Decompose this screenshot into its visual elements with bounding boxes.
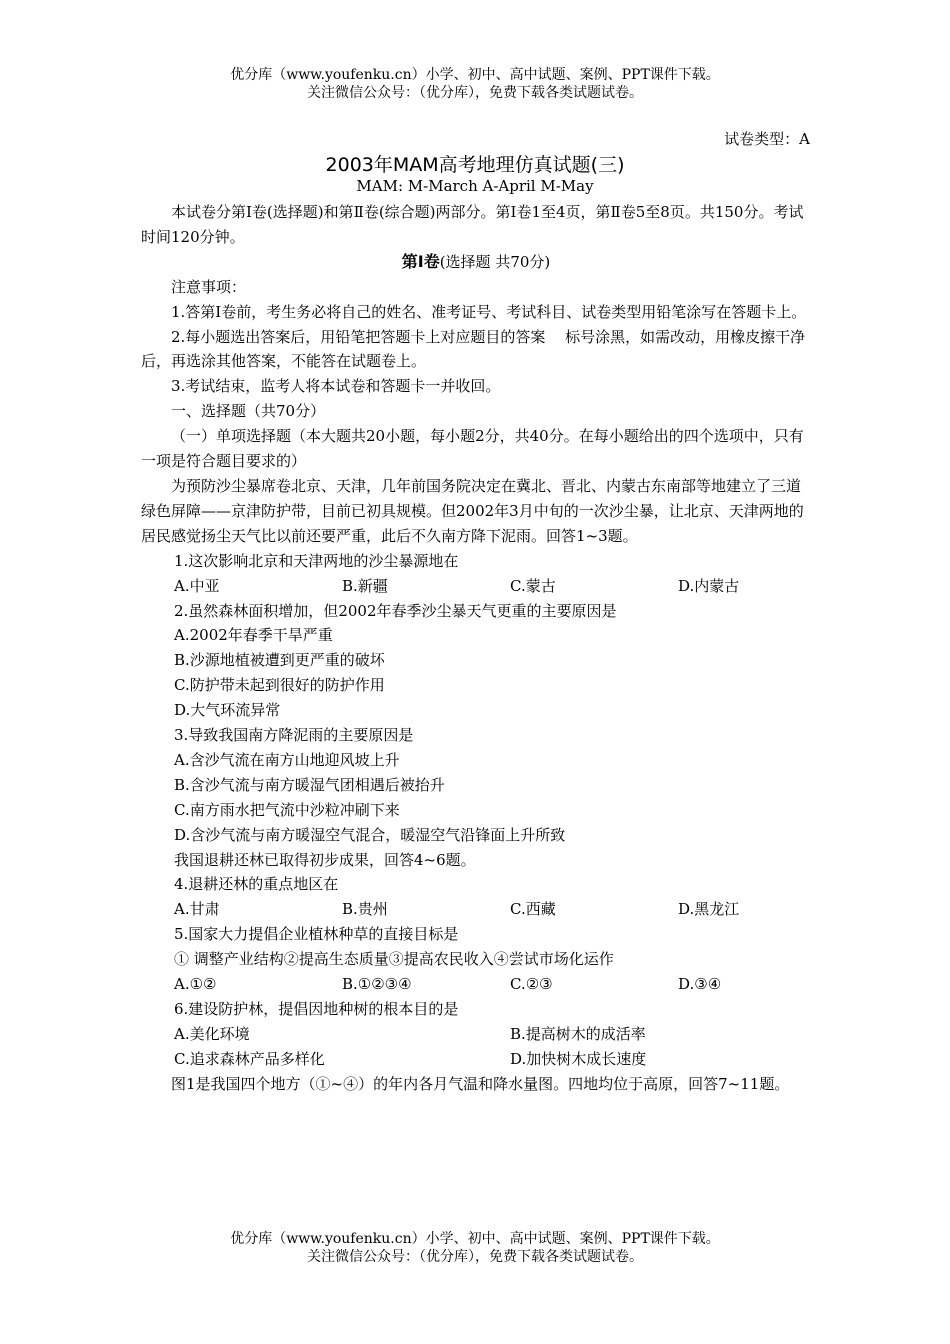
notice-item: 3.考试结束，监考人将本试卷和答题卡一并收回。 <box>171 377 501 396</box>
option: A.2002年春季干旱严重 <box>174 626 333 645</box>
notice-title: 注意事项： <box>171 277 247 296</box>
question-2-stem: 2.虽然森林面积增加，但2002年春季沙尘暴天气更重的主要原因是 <box>174 601 617 620</box>
option: C.追求森林产品多样化 <box>174 1049 325 1068</box>
section-heading-bold: 第Ⅰ卷 <box>401 251 440 271</box>
intro-paragraph: 本试卷分第Ⅰ卷(选择题)和第Ⅱ卷(综合题)两部分。第Ⅰ卷1至4页，第Ⅱ卷5至8页。共150分。考试时间120分钟。 <box>141 203 804 246</box>
option: A.美化环境 <box>174 1024 250 1043</box>
question-3-stem: 3.导致我国南方降泥雨的主要原因是 <box>174 726 414 745</box>
question-5-items: ① 调整产业结构②提高生态质量③提高农民收入④尝试市场化运作 <box>174 950 614 969</box>
option: A.含沙气流在南方山地迎风坡上升 <box>174 750 400 769</box>
paper-type: 试卷类型：A <box>724 130 810 148</box>
page-header <box>0 66 950 102</box>
question-6-options-row-1 <box>141 1022 811 1047</box>
footer-line-1: 优分库（www.youfenku.cn）小学、初中、高中试题、案例、PPT课件下载。 <box>230 1231 720 1247</box>
option: B.①②③④ <box>342 975 412 994</box>
option: D.黑龙江 <box>678 900 740 919</box>
option: B.沙源地植被遭到更严重的破坏 <box>174 651 385 670</box>
option: D.大气环流异常 <box>174 701 281 720</box>
passage-2: 我国退耕还林已取得初步成果，回答4~6题。 <box>174 850 476 869</box>
section-heading <box>141 250 811 275</box>
part-instructions: （一）单项选择题（本大题共20小题，每小题2分，共40分。在每小题给出的四个选项中，只有一项是符合题目要求的） <box>141 427 804 471</box>
option: B.新疆 <box>342 576 388 595</box>
question-4-options <box>141 897 811 922</box>
option: C.南方雨水把气流中沙粒冲刷下来 <box>174 800 400 819</box>
option: C.防护带未起到很好的防护作用 <box>174 676 385 695</box>
option: D.含沙气流与南方暖湿空气混合，暖湿空气沿锋面上升所致 <box>174 825 566 844</box>
option: B.贵州 <box>342 900 388 919</box>
option: C.蒙古 <box>510 576 556 595</box>
header-line-1: 优分库（www.youfenku.cn）小学、初中、高中试题、案例、PPT课件下载。 <box>230 67 720 83</box>
option: C.西藏 <box>510 900 556 919</box>
header-line-2: 关注微信公众号：（优分库），免费下载各类试题试卷。 <box>307 85 643 101</box>
question-1-options <box>141 574 811 599</box>
option: D.加快树木成长速度 <box>510 1049 647 1068</box>
question-4-stem: 4.退耕还林的重点地区在 <box>174 875 339 894</box>
passage-1: 为预防沙尘暴席卷北京、天津，几年前国务院决定在冀北、晋北、内蒙古东南部等地建立了三道绿色屏障——京津防护带，目前已初具规模。但2002年3月中旬的一次沙尘暴，让北京、天津两地的居民感觉扬尘天气比以前还要严重，此后不久南方降下泥雨。回答1~3题。 <box>141 476 804 545</box>
page-title: 2003年MAM高考地理仿真试题(三) <box>325 154 625 176</box>
option: B.含沙气流与南方暖湿气团相遇后被抬升 <box>174 775 445 794</box>
option: A.中亚 <box>174 576 220 595</box>
question-5-options <box>141 972 811 997</box>
option: C.②③ <box>510 975 553 994</box>
option: A.甘肃 <box>174 900 220 919</box>
question-5-stem: 5.国家大力提倡企业植林种草的直接目标是 <box>174 925 459 944</box>
question-6-stem: 6.建设防护林，提倡因地种树的根本目的是 <box>174 1000 459 1018</box>
question-1-stem: 1.这次影响北京和天津两地的沙尘暴源地在 <box>174 551 459 570</box>
part-heading: 一、选择题（共70分） <box>171 402 326 421</box>
notice-item: 1.答第Ⅰ卷前，考生务必将自己的姓名、准考证号、考试科目、试卷类型用铅笔涂写在答题卡上。 <box>171 302 807 321</box>
question-6-options-row-2 <box>141 1047 811 1072</box>
section-heading-rest: (选择题 共70分) <box>439 252 551 271</box>
footer-line-2: 关注微信公众号：（优分库），免费下载各类试题试卷。 <box>307 1249 643 1265</box>
option: D.③④ <box>678 975 722 994</box>
document-body <box>141 200 811 1097</box>
page-footer <box>0 1230 950 1266</box>
option: D.内蒙古 <box>678 576 740 595</box>
page-subtitle: MAM: M-March A-April M-May <box>356 177 594 195</box>
option: B.提高树木的成活率 <box>510 1024 646 1043</box>
passage-3: 图1是我国四个地方（①~④）的年内各月气温和降水量图。四地均位于高原，回答7~11题。 <box>171 1074 790 1093</box>
notice-item: 2.每小题选出答案后，用铅笔把答题卡上对应题目的答案 标号涂黑，如需改动，用橡皮擦干净后，再选涂其他答案，不能答在试题卷上。 <box>141 327 806 371</box>
option: A.①② <box>174 975 217 994</box>
